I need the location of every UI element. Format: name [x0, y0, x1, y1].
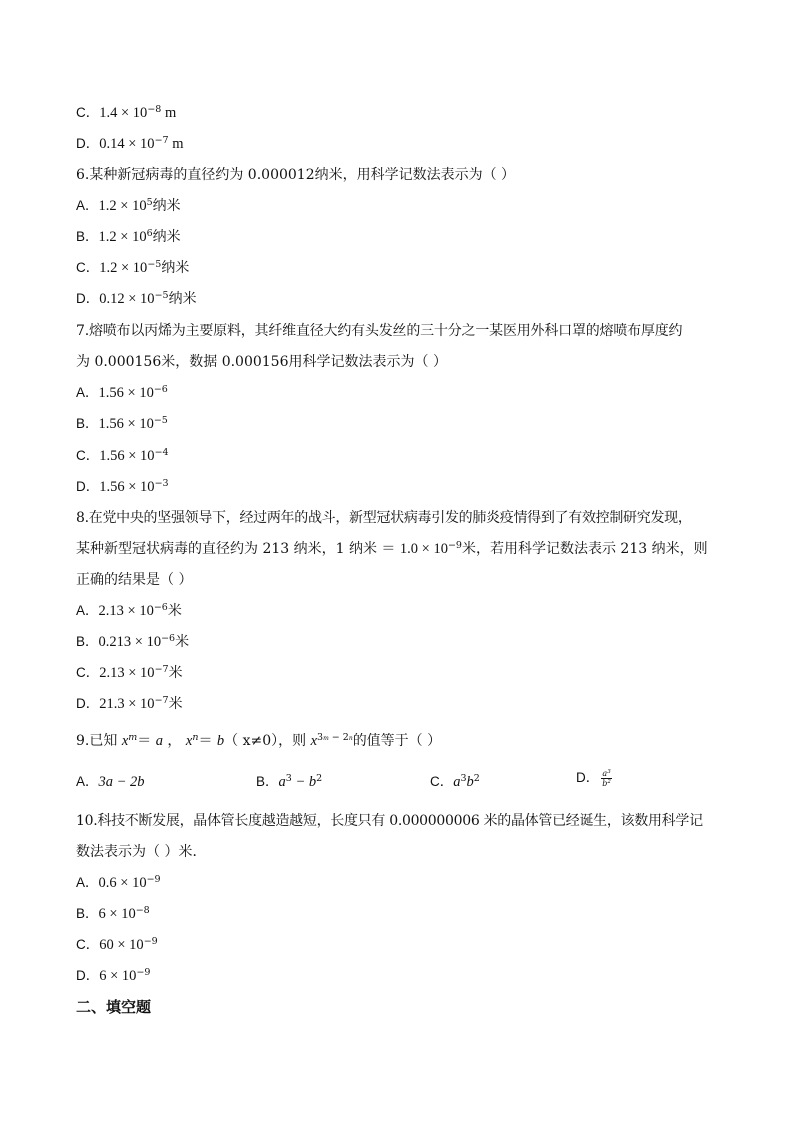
fraction: $\frac{a^3}{b^2}$ [602, 768, 611, 788]
q10-option-d: D．$6 \times 10^{-9}$ [76, 967, 151, 984]
option-d: D．$0.14 \times 10^{-7}$ m [76, 135, 184, 152]
q6-option-c: C．$1.2 \times 10^{-5}$纳米 [76, 259, 190, 276]
q8-option-a: A．$2.13 \times 10^{-6}$米 [76, 602, 182, 619]
q6-option-a: A．$1.2 \times 10^5$纳米 [76, 197, 181, 214]
question-6-stem: 6.某种新冠病毒的直径约为 0.000012纳米，用科学记数法表示为（ ） [76, 167, 516, 183]
q10-option-a: A．$0.6 \times 10^{-9}$ [76, 874, 161, 891]
section-heading-fill-in-blank: 二、填空题 [76, 998, 152, 1016]
q8-option-b: B．$0.213 \times 10^{-6}$米 [76, 633, 190, 650]
question-9-stem: 9.已知 $x^m= a$ ， $x^n= b$（ x≠0），则 $x^{3m - 2n}$的值等于（ ） [76, 732, 442, 749]
question-8-stem-line3: 正确的结果是（ ） [76, 572, 193, 588]
q9-option-a: A．3a − 2b [76, 774, 145, 790]
q9-option-b: B．$a^3 - b^2$ [256, 773, 323, 790]
q6-option-d: D．$0.12 \times 10^{-5}$纳米 [76, 290, 197, 307]
question-8-stem-line1: 8.在党中央的坚强领导下，经过两年的战斗，新型冠状病毒引发的肺炎疫情得到了有效控制研究发现， [76, 510, 692, 526]
q6-option-b: B．$1.2 \times 10^6$纳米 [76, 228, 181, 245]
q10-option-b: B．$6 \times 10^{-8}$ [76, 905, 150, 922]
q9-option-c: C．$a^3b^2$ [430, 773, 480, 790]
q10-option-c: C．$60 \times 10^{-9}$ [76, 936, 158, 953]
q7-option-b: B．$1.56 \times 10^{-5}$ [76, 415, 168, 432]
question-8-stem-line2: 某种新型冠状病毒的直径约为 213 纳米，1 纳米 ＝ $1.0 \times 10^{-9}$米，若用科学记数法表示 213 纳米，则 [76, 540, 708, 557]
question-10-stem-line1: 10.科技不断发展，晶体管长度越造越短，长度只有 0.000000006 米的晶体管已经诞生，该数用科学记 [76, 813, 703, 829]
q7-option-c: C．$1.56 \times 10^{-4}$ [76, 447, 169, 464]
question-7-stem-line1: 7.熔喷布以丙烯为主要原料，其纤维直径大约有头发丝的三十分之一某医用外科口罩的熔喷布厚度约 [76, 323, 683, 339]
question-7-stem-line2: 为 0.000156米，数据 0.000156用科学记数法表示为（ ） [76, 354, 447, 370]
q8-option-d: D．$21.3 \times 10^{-7}$米 [76, 695, 183, 712]
q7-option-d: D．$1.56 \times 10^{-3}$ [76, 478, 169, 495]
q7-option-a: A．$1.56 \times 10^{-6}$ [76, 384, 168, 401]
q9-option-d: D． $\frac{a^3}{b^2}$ [576, 768, 611, 788]
option-c: C．$1.4 \times 10^{-8}$ m [76, 104, 177, 121]
question-10-stem-line2: 数法表示为（ ）米． [76, 844, 207, 860]
q8-option-c: C．$2.13 \times 10^{-7}$米 [76, 664, 183, 681]
